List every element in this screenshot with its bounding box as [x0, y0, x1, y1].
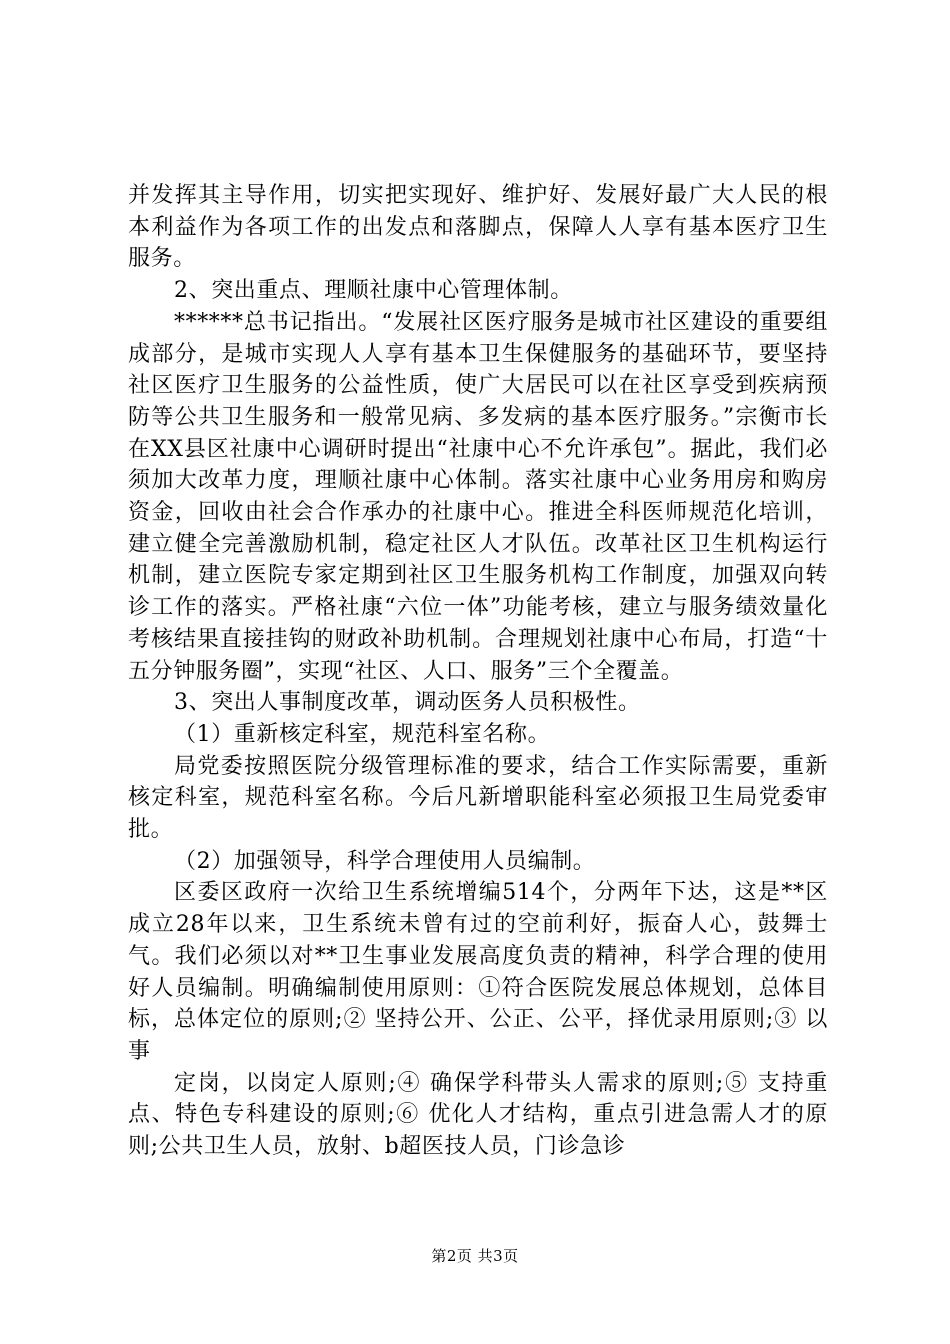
document-body	[128, 180, 828, 1163]
subheading-item-2: （2）加强领导，科学合理使用人员编制。	[174, 848, 596, 874]
heading-item-2: 2、突出重点、理顺社康中心管理体制。	[174, 278, 573, 304]
paragraph-1: 并发挥其主导作用，切实把实现好、维护好、发展好最广大人民的根本利益作为各项工作的出发点和落脚点，保障人人享有基本医疗卫生服务。	[128, 183, 828, 272]
paragraph-3: ******总书记指出。“发展社区医疗服务是城市社区建设的重要组成部分，是城市实现人人享有基本卫生保健服务的基础环节，要坚持社区医疗卫生服务的公益性质，使广大居民可以在社区享受到疾病预防等公共卫生服务和一般常见病、多发病的基本医疗服务。”宗衡市长在XX县区社康中心调研时提出“社康中心不允许承包”。据此，我们必须加大改革力度，理顺社康中心体制。落实社康中心业务用房和购房资金，回收由社会合作承办的社康中心。推进全科医师规范化培训，建立健全完善激励机制，稳定社区人才队伍。改革社区卫生机构运行机制，建立医院专家定期到社区卫生服务机构工作制度，加强双向转诊工作的落实。严格社康“六位一体”功能考核，建立与服务绩效量化考核结果直接挂钩的财政补助机制。合理规划社康中心布局，打造“十五分钟服务圈”，实现“社区、人口、服务”三个全覆盖。	[128, 309, 828, 684]
page-footer: 第2页 共3页	[431, 1247, 519, 1265]
subheading-item-1: （1）重新核定科室，规范科室名称。	[174, 721, 551, 747]
paragraph-8: 区委区政府一次给卫生系统增编514个，分两年下达，这是**区成立28年以来，卫生系统未曾有过的空前利好，振奋人心，鼓舞士气。我们必须以对**卫生事业发展高度负责的精神，科学合理的使用好人员编制。明确编制使用原则：①符合医院发展总体规划，总体目标，总体定位的原则;② 坚持公开、公正、公平，择优录用原则;③ 以事	[128, 880, 828, 1064]
paragraph-6: 局党委按照医院分级管理标准的要求，结合工作实际需要，重新核定科室，规范科室名称。今后凡新增职能科室必须报卫生局党委审批。	[128, 753, 828, 843]
heading-item-3: 3、突出人事制度改革，调动医务人员积极性。	[174, 690, 641, 716]
paragraph-9: 定岗，以岗定人原则;④ 确保学科带头人需求的原则;⑤ 支持重点、特色专科建设的原则;⑥ 优化人才结构，重点引进急需人才的原则;公共卫生人员，放射、b超医技人员，门诊急诊	[128, 1070, 828, 1160]
